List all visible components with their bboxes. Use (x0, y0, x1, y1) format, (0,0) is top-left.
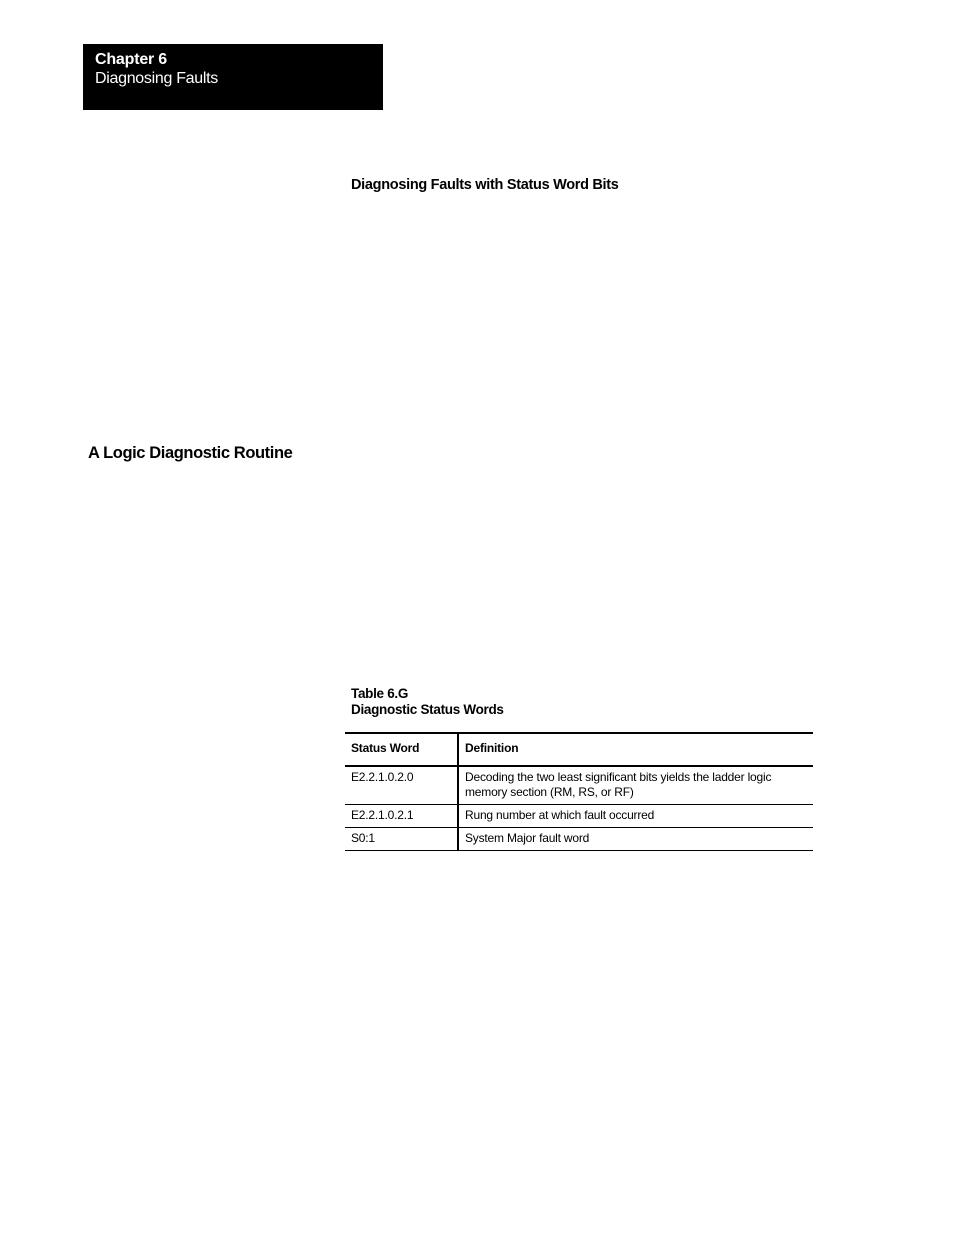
diagnostic-status-table (345, 732, 813, 851)
table-caption-title: Diagnostic Status Words (351, 702, 504, 717)
definition-cell: Rung number at which fault occurred (458, 805, 813, 828)
table-row (345, 805, 813, 828)
table-header-row (345, 733, 813, 766)
chapter-number: Chapter 6 (95, 51, 167, 68)
status-bits-heading: Diagnosing Faults with Status Word Bits (351, 177, 619, 193)
definition-cell: System Major fault word (458, 828, 813, 851)
definition-cell: Decoding the two least significant bits yields the ladder logic memory section (RM, RS, or RF) (458, 766, 813, 805)
column-header-definition: Definition (458, 733, 813, 766)
status-word-cell: E2.2.1.0.2.1 (345, 805, 458, 828)
chapter-header (83, 44, 383, 110)
chapter-title: Diagnosing Faults (95, 70, 218, 87)
table-caption (351, 686, 504, 718)
status-word-cell: S0:1 (345, 828, 458, 851)
column-header-status-word: Status Word (345, 733, 458, 766)
status-word-cell: E2.2.1.0.2.0 (345, 766, 458, 805)
table-row (345, 828, 813, 851)
table-caption-number: Table 6.G (351, 686, 409, 701)
logic-routine-heading: A Logic Diagnostic Routine (88, 444, 293, 462)
table-row (345, 766, 813, 805)
